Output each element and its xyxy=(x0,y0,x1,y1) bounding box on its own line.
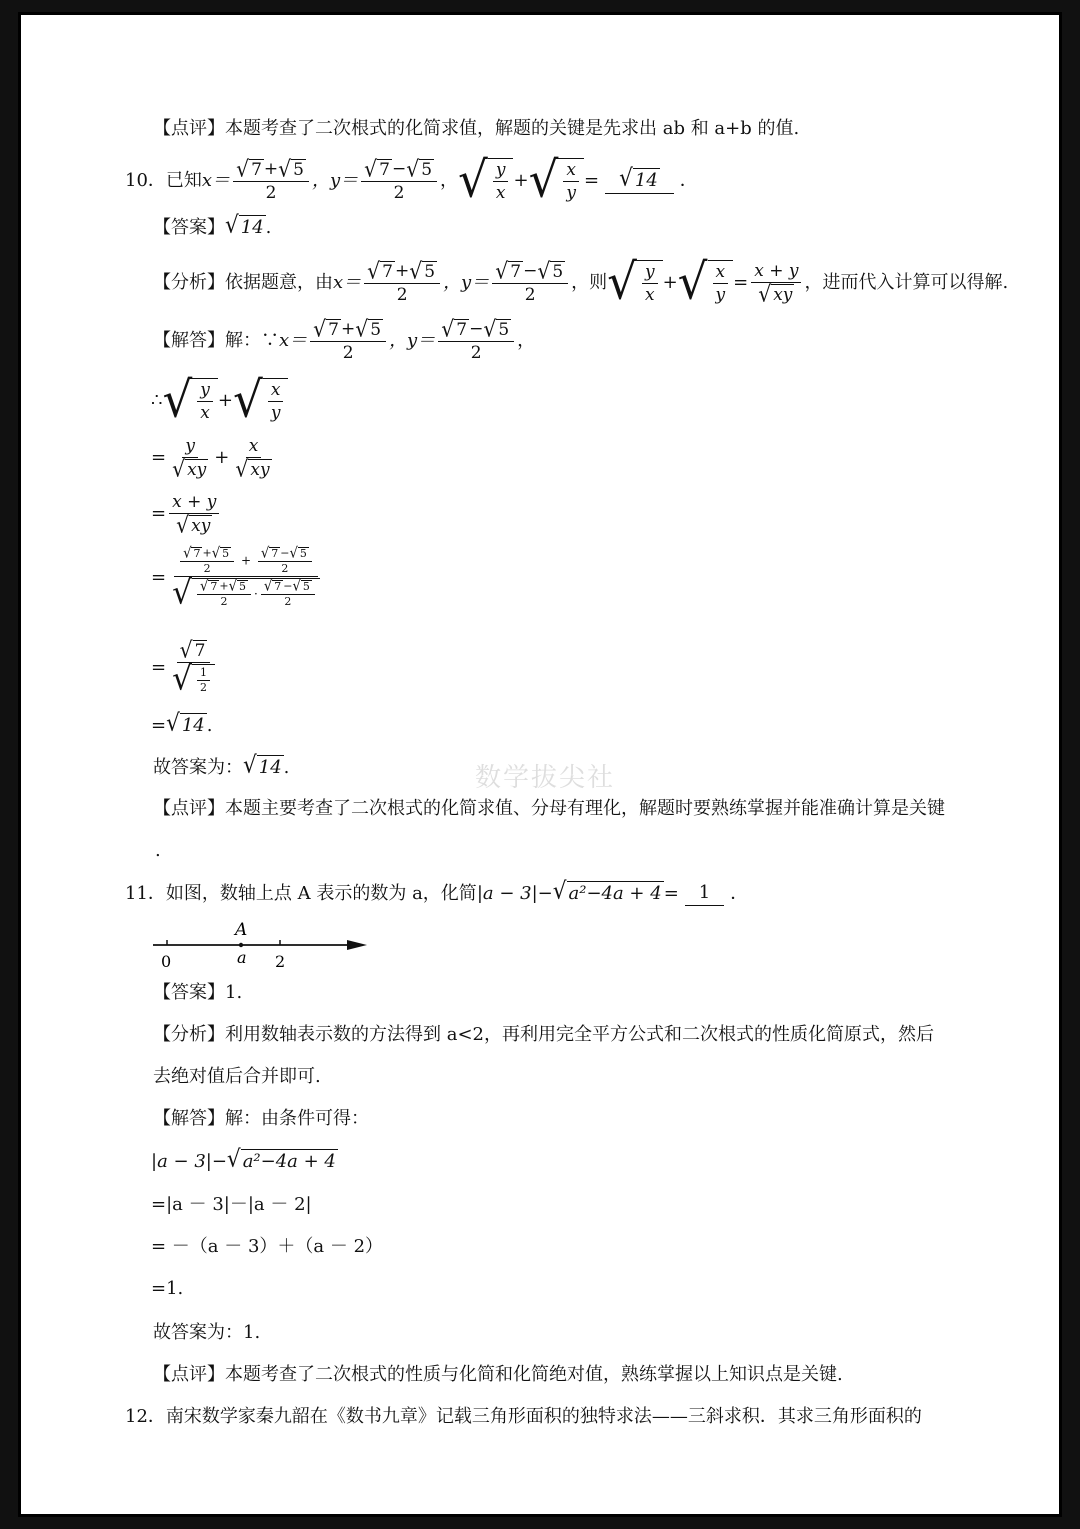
q10-step-4: = √ 7 + √ 5 2 + √ 7 − √ 5 2 √ √ 7 + √ 5 2 · √ 7 − √ 5 2 xyxy=(151,545,326,611)
q11-solution-label: 【解答】解：由条件可得： xyxy=(153,1108,369,1129)
q11-analysis-line2: 去绝对值后合并即可. xyxy=(153,1066,321,1087)
q11-analysis-line1: 【分析】利用数轴表示数的方法得到 a<2，再利用完全平方公式和二次根式的性质化简原式，然后 xyxy=(153,1024,934,1045)
point-a xyxy=(239,943,243,947)
number-line-arrow xyxy=(347,940,367,950)
label-point-A: A xyxy=(235,921,248,940)
q11-step-1: |a − 3|− √ a²−4a + 4 xyxy=(151,1145,336,1174)
label-tick-0: 0 xyxy=(161,952,172,971)
document-page xyxy=(18,12,1062,1517)
q9-review: 【点评】本题考查了二次根式的化简求值，解题的关键是先求出 ab 和 a+b 的值. xyxy=(153,118,800,139)
q10-answer-blank: √ 14 xyxy=(605,168,674,194)
label-a: a xyxy=(237,948,247,967)
q10-sqrt-x-over-y: √ $\frac{x}{y}$ xyxy=(529,158,584,205)
label-tick-2: 2 xyxy=(275,952,286,971)
q10-number: 10．已知 xyxy=(125,170,202,191)
q10-statement: 10．已知 x＝ √ 7 + √ 5 2 ，y＝ √ 7 − √ 5 2 ， √ $\frac{y}{x}$ + √ $\frac{x}{y}$ = √ 14 ． xyxy=(125,152,698,209)
q10-step-5: = √ 7 √ $\frac{1}{2}$ xyxy=(151,635,221,701)
q11-review: 【点评】本题考查了二次根式的性质与化简和化简绝对值，熟练掌握以上知识点是关键. xyxy=(153,1364,843,1385)
q10-sqrt-y-over-x: √ $\frac{y}{x}$ xyxy=(458,158,513,205)
q12-statement: 12．南宋数学家秦九韶在《数书九章》记载三角形面积的独特求法——三斜求积．其求三角形面积的 xyxy=(125,1406,922,1427)
q11-answer-blank: 1 xyxy=(685,881,724,906)
q11-step-3: = －（a － 3）＋（a － 2） xyxy=(151,1236,384,1257)
watermark: 数学拔尖社 xyxy=(475,763,616,793)
q10-x-frac: √ 7 + √ 5 2 xyxy=(233,159,309,203)
q10-step-2: = y √ xy + x √ xy xyxy=(151,436,270,483)
q10-answer: 【答案】 √ 14 . xyxy=(153,211,272,240)
q10-review-period: . xyxy=(155,840,161,861)
q11-statement: 11．如图，数轴上点 A 表示的数为 a，化简 |a − 3|− √ a²−4a + 4 = 1 ． xyxy=(125,877,749,906)
q10-step-therefore: ∴ √ $\frac{y}{x}$ + √ $\frac{x}{y}$ xyxy=(151,373,288,429)
q11-step-2: =|a － 3|－|a － 2| xyxy=(151,1194,312,1215)
q10-x-eq: x＝ xyxy=(201,170,231,191)
q10-y-frac: √ 7 − √ 5 2 xyxy=(361,159,437,203)
q10-y-eq: ，y＝ xyxy=(311,170,359,191)
q11-final-answer: 故答案为：1. xyxy=(153,1322,261,1343)
q10-review: 【点评】本题主要考查了二次根式的化简求值、分母有理化，解题时要熟练掌握并能准确计算是关键 xyxy=(153,798,945,819)
q11-answer: 【答案】1. xyxy=(153,982,243,1003)
number-line xyxy=(147,921,387,977)
q10-step-6: = √ 14 . xyxy=(151,709,213,738)
q11-step-4: =1. xyxy=(151,1278,184,1299)
q10-analysis: 【分析】依据题意，由 x＝ √ 7 + √ 5 2 ，y＝ √ 7 − √ 5 2 ，则 √ $\frac{y}{x}$ + √ $\frac{x}{y}$ = x + y √ xy ，进而代入计算可以得解. xyxy=(153,254,1009,311)
q10-final-answer: 故答案为： √ 14 . xyxy=(153,751,290,780)
q10-solution-given: 【解答】解：∵ x＝ √ 7 + √ 5 2 ，y＝ √ 7 − √ 5 2 ， xyxy=(153,315,536,363)
q10-step-3: = x + y √ xy xyxy=(151,489,222,539)
